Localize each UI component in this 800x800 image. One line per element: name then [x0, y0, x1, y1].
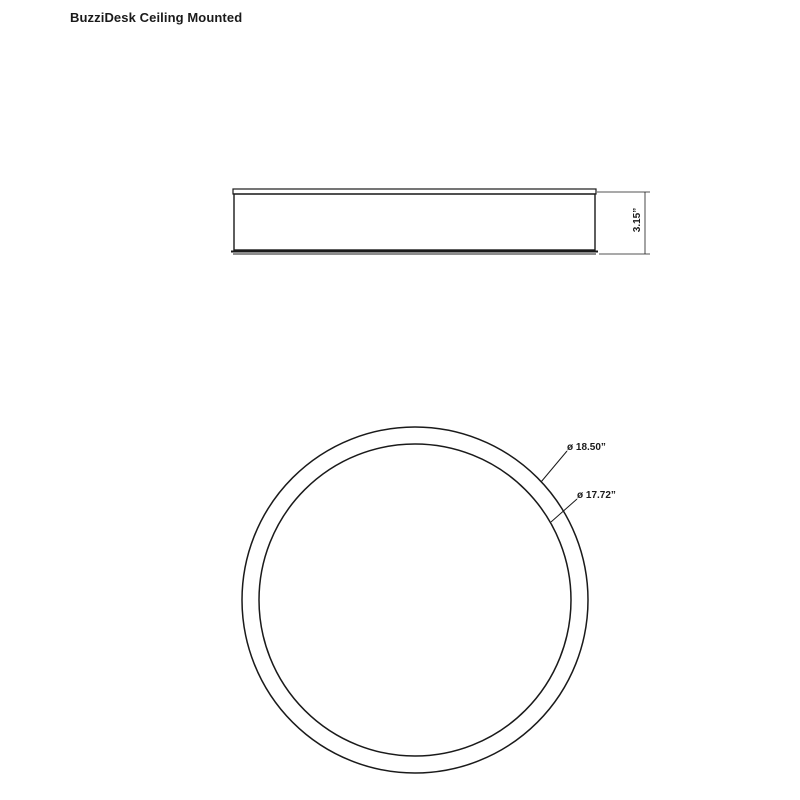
drawing-title: BuzziDesk Ceiling Mounted [70, 10, 243, 25]
side-view [231, 189, 598, 254]
outer-diameter-leader [541, 451, 567, 482]
side-view-body [234, 194, 595, 250]
top-view [242, 427, 588, 773]
inner-diameter-leader [551, 499, 577, 522]
outer-ring [242, 427, 588, 773]
side-view-top-lip [233, 189, 596, 194]
inner-diameter-label: ø 17.72” [577, 490, 616, 501]
outer-diameter-label: ø 18.50” [567, 442, 606, 453]
height-label: 3.15” [632, 207, 643, 233]
inner-ring [259, 444, 571, 756]
